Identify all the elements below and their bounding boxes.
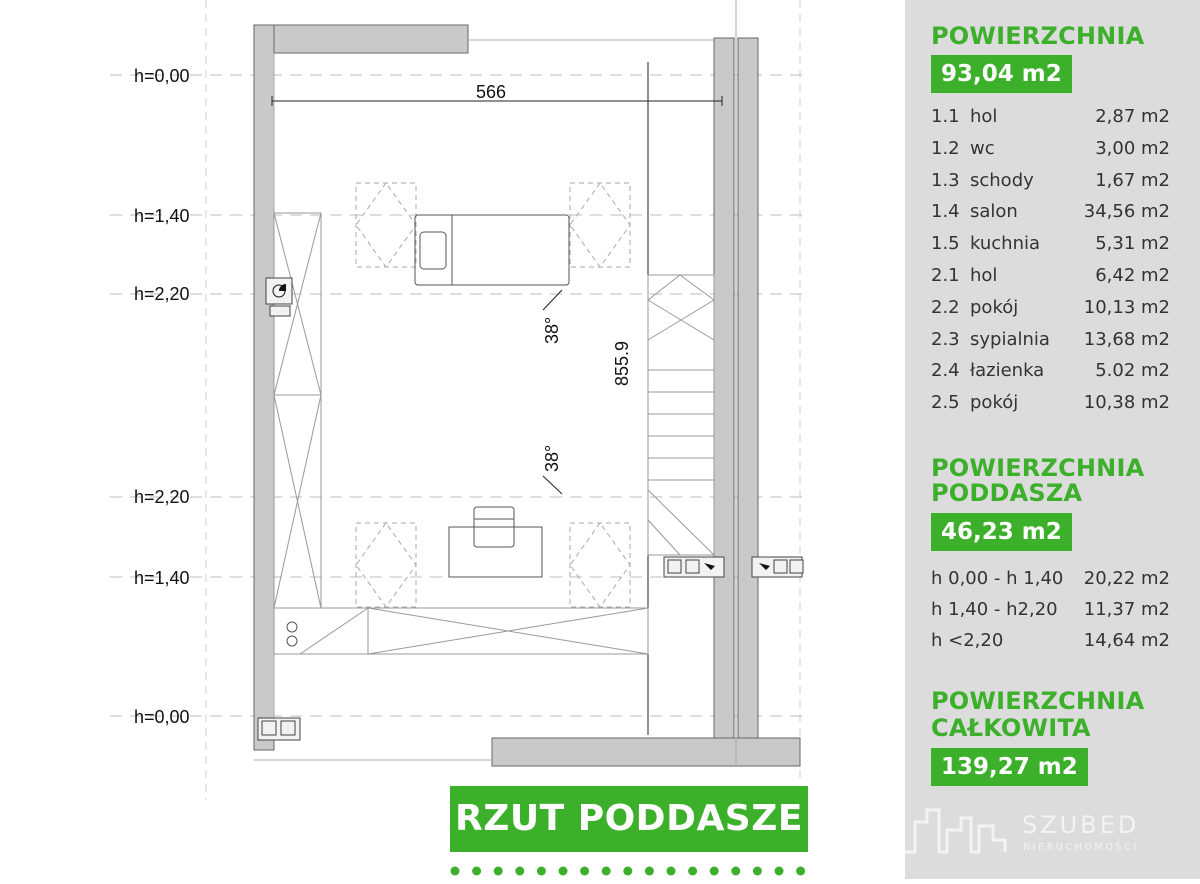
decor-dot bbox=[580, 867, 589, 876]
decor-dot bbox=[451, 867, 460, 876]
decor-dot bbox=[645, 867, 654, 876]
room-row bbox=[931, 101, 1170, 133]
range-area: 14,64 m2 bbox=[1083, 630, 1170, 651]
room-number: 2.1 bbox=[931, 264, 960, 286]
decor-dot bbox=[537, 867, 546, 876]
height-label: h=1,40 bbox=[134, 206, 190, 226]
staircase bbox=[648, 275, 714, 555]
room-row bbox=[931, 324, 1170, 356]
buildings-logo-icon bbox=[905, 800, 1015, 860]
room-name: hol bbox=[970, 106, 998, 127]
brand-name: SZUBED bbox=[1022, 811, 1140, 839]
room-name: wc bbox=[970, 137, 995, 159]
decor-dot bbox=[796, 867, 805, 876]
room-name: salon bbox=[970, 201, 1018, 223]
area-value-badge: 93,04 m2 bbox=[931, 55, 1072, 93]
room-area: 5.02 m2 bbox=[1095, 360, 1170, 382]
room-name: pokój bbox=[970, 296, 1019, 318]
room-name: schody bbox=[970, 169, 1034, 191]
room-area: 13,68 m2 bbox=[1083, 328, 1170, 350]
dimension-lines bbox=[272, 62, 722, 735]
room-name: łazienka bbox=[970, 360, 1045, 382]
bed bbox=[415, 215, 569, 285]
decor-dot bbox=[710, 867, 719, 876]
decor-dot bbox=[731, 867, 740, 876]
area-summary-panel bbox=[905, 0, 1200, 879]
roof-angle-lower: 38° bbox=[542, 444, 562, 472]
room-area: 3,00 m2 bbox=[1095, 137, 1170, 159]
attic-value-badge: 46,23 m2 bbox=[931, 513, 1072, 551]
room-area: 1,67 m2 bbox=[1095, 169, 1170, 191]
decor-dot bbox=[667, 867, 676, 876]
decor-dot bbox=[753, 867, 762, 876]
room-row bbox=[931, 133, 1170, 165]
plan-title: RZUT PODDASZE bbox=[450, 786, 808, 852]
room-number: 1.2 bbox=[931, 137, 960, 159]
decor-dot bbox=[559, 867, 568, 876]
brand-subtitle: NIERUCHOMOŚCI bbox=[1023, 842, 1139, 853]
left-closet bbox=[274, 213, 321, 608]
range-area: 20,22 m2 bbox=[1083, 568, 1170, 589]
room-number: 2.2 bbox=[931, 296, 960, 318]
room-name: kuchnia bbox=[970, 233, 1041, 255]
roof-angle-upper: 38° bbox=[542, 316, 562, 344]
attic-range-row bbox=[931, 563, 1170, 594]
height-label: h=2,20 bbox=[134, 284, 190, 304]
area-heading: POWIERZCHNIA bbox=[931, 22, 1145, 50]
decor-dot bbox=[623, 867, 632, 876]
room-area: 6,42 m2 bbox=[1095, 264, 1170, 286]
dots-decoration bbox=[450, 864, 810, 878]
room-row bbox=[931, 387, 1170, 419]
room-number: 1.3 bbox=[931, 169, 960, 191]
height-label: h=0,00 bbox=[134, 66, 190, 86]
room-area: 10,13 m2 bbox=[1083, 296, 1170, 318]
decor-dot bbox=[688, 867, 697, 876]
height-dimension: 855.9 bbox=[612, 340, 632, 386]
room-name: pokój bbox=[970, 392, 1019, 414]
room-row bbox=[931, 196, 1170, 228]
range-label: h 0,00 - h 1,40 bbox=[931, 568, 1064, 589]
room-area: 34,56 m2 bbox=[1083, 201, 1170, 223]
room-number: 1.5 bbox=[931, 233, 960, 255]
attic-heading-line1: POWIERZCHNIA bbox=[931, 454, 1145, 482]
total-value-badge: 139,27 m2 bbox=[931, 748, 1088, 786]
room-number: 2.4 bbox=[931, 360, 960, 382]
height-label: h=0,00 bbox=[134, 707, 190, 727]
room-number: 1.4 bbox=[931, 201, 960, 223]
room-name: sypialnia bbox=[970, 328, 1050, 350]
room-row bbox=[931, 165, 1170, 197]
room-number: 2.3 bbox=[931, 328, 960, 350]
attic-range-row bbox=[931, 594, 1170, 625]
range-label: h 1,40 - h2,20 bbox=[931, 599, 1058, 620]
room-name: hol bbox=[970, 264, 998, 286]
decor-dot bbox=[472, 867, 481, 876]
room-row bbox=[931, 260, 1170, 292]
room-row bbox=[931, 355, 1170, 387]
attic-range-row bbox=[931, 625, 1170, 656]
range-label: h <2,20 bbox=[931, 630, 1004, 651]
height-guides bbox=[110, 75, 805, 716]
roof-windows bbox=[356, 183, 630, 607]
room-row bbox=[931, 228, 1170, 260]
walls bbox=[254, 25, 800, 766]
decor-dot bbox=[515, 867, 524, 876]
room-area: 10,38 m2 bbox=[1083, 392, 1170, 414]
decor-dot bbox=[775, 867, 784, 876]
decor-dot bbox=[494, 867, 503, 876]
total-heading-line1: POWIERZCHNIA bbox=[931, 687, 1145, 715]
room-number: 1.1 bbox=[931, 106, 960, 127]
attic-range-list bbox=[931, 563, 1170, 656]
height-label: h=2,20 bbox=[134, 487, 190, 507]
room-list bbox=[931, 101, 1170, 419]
decor-dot bbox=[602, 867, 611, 876]
room-area: 5,31 m2 bbox=[1095, 233, 1170, 255]
width-dimension: 566 bbox=[476, 82, 507, 102]
range-area: 11,37 m2 bbox=[1083, 599, 1170, 620]
bottom-storage bbox=[274, 608, 648, 654]
total-heading-line2: CAŁKOWITA bbox=[931, 714, 1091, 742]
room-area: 2,87 m2 bbox=[1095, 106, 1170, 127]
desk bbox=[449, 507, 542, 577]
attic-heading-line2: PODDASZA bbox=[931, 479, 1083, 507]
height-label: h=1,40 bbox=[134, 568, 190, 588]
room-number: 2.5 bbox=[931, 392, 960, 414]
room-row bbox=[931, 292, 1170, 324]
